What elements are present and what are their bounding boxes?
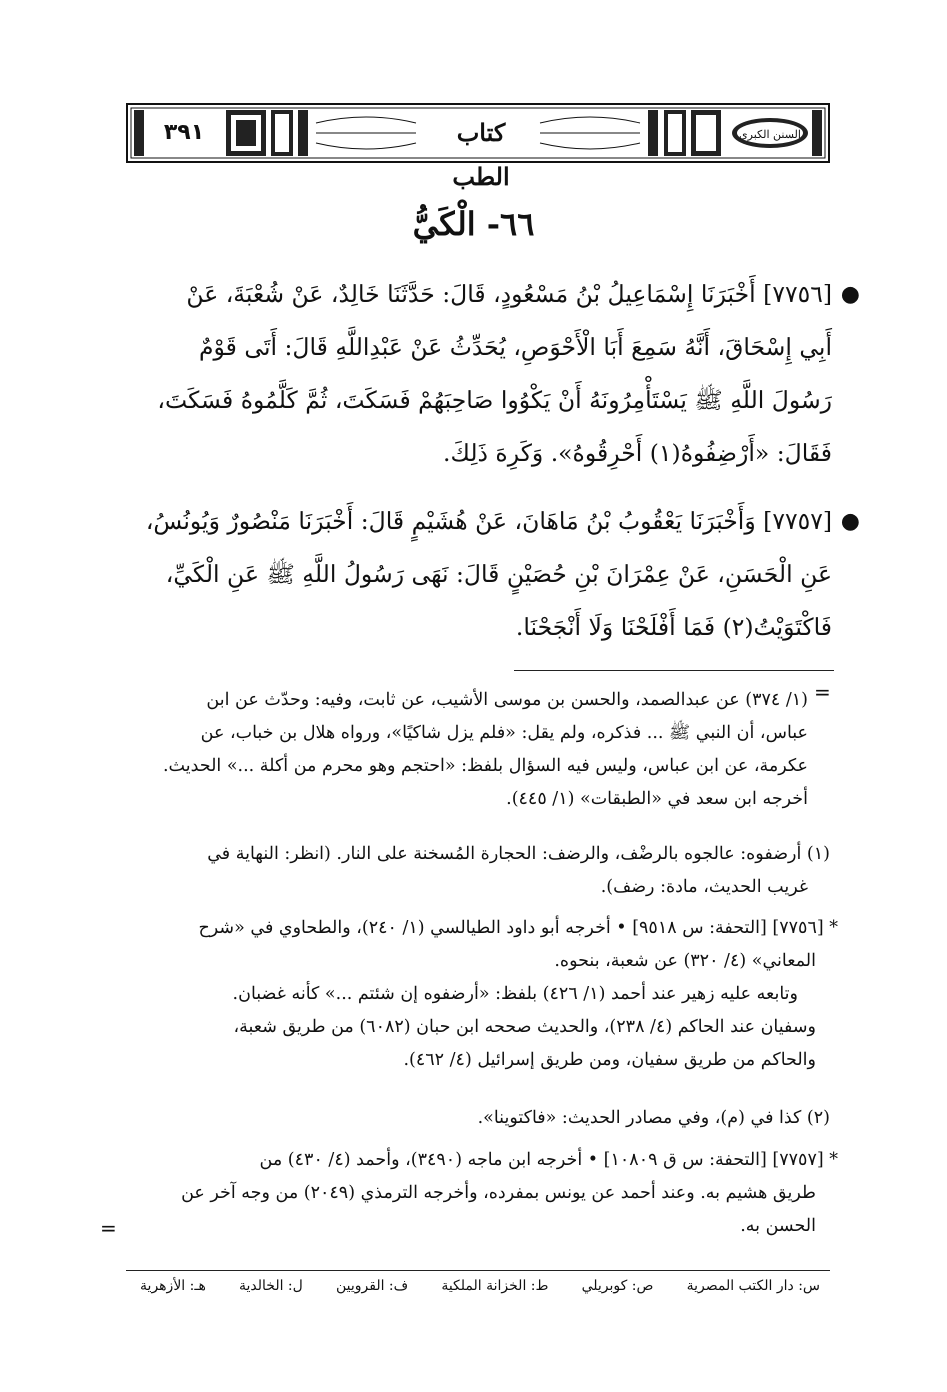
siglum: هـ: الأزهرية — [140, 1278, 206, 1294]
hadith-line: رَسُولَ اللَّهِ ﷺ يَسْتَأْمِرُونَهُ أَنْ يَكْوُوا صَاحِبَهُمْ فَسَكَتَ، ثُمَّ كَلَّمُوهُ فَسَكَتَ، — [157, 386, 832, 414]
footnote-line: عباس، أن النبي ﷺ ... فذكره، ولم يقل: «فلم يزل شاكيًا»، ورواه هلال بن خباب، عن — [200, 723, 808, 743]
hadith-line: فَقَالَ: «أَرْضِفُوهُ(١) أَحْرِقُوهُ». وَكَرِهَ ذَلِكَ. — [443, 439, 832, 467]
page-number: ٣٩١ — [163, 120, 205, 145]
seal-text: السنن الكبرى — [739, 128, 801, 141]
sigla-divider — [126, 1270, 830, 1271]
continuation-mark: = — [814, 680, 831, 704]
hadith-line: [٧٧٥٦] أَخْبَرَنَا إِسْمَاعِيلُ بْنُ مَسْعُودٍ، قَالَ: حَدَّثَنَا خَالِدٌ، عَنْ شُعْبَةَ، عَنْ — [186, 280, 832, 308]
bullet-icon: ● — [840, 509, 860, 534]
footnote-1 — [126, 838, 830, 904]
footnote-line: * [٧٧٥٧] [التحفة: س ق ١٠٨٠٩] • أخرجه ابن ماجه (٣٤٩٠)، وأحمد (٤/ ٤٣٠) من — [259, 1150, 838, 1170]
siglum: ط: الخزانة الملكية — [441, 1278, 549, 1294]
siglum: س: دار الكتب المصرية — [686, 1278, 820, 1294]
book-title: كتاب الطب — [452, 118, 510, 191]
footnote-line: طريق هشيم به. وعند أحمد عن يونس بمفرده، وأخرجه الترمذي (٢٠٤٩) من وجه آخر عن — [181, 1183, 816, 1203]
hadith-line: [٧٧٥٧] وَأَخْبَرَنَا يَعْقُوبُ بْنُ مَاهَانَ، عَنْ هُشَيْمٍ قَالَ: أَخْبَرَنَا مَنْصُورٌ وَيُونُسُ، — [145, 507, 832, 535]
hadith-line: أَبِي إِسْحَاقَ، أَنَّهُ سَمِعَ أَبَا الْأَحْوَصِ، يُحَدِّثُ عَنْ عَبْدِاللَّهِ قَالَ: أَتَى قَوْمٌ — [198, 333, 832, 361]
manuscript-sigla — [140, 1274, 820, 1298]
hadith-line: فَاكْتَوَيْتُ(٢) فَمَا أَفْلَحْنَا وَلَا أَنْجَحْنَا. — [515, 613, 832, 641]
footnote-line: عكرمة، عن ابن عباس، وليس فيه السؤال بلفظ: «احتجم وهو محرم من أكلة ...» الحديث. — [162, 756, 808, 776]
footnote-line: وتابعه عليه زهير عند أحمد (١/ ٤٢٦) بلفظ: «أرضفوه إن شئتم ...» كأنه غضبان. — [232, 984, 798, 1004]
footnote-line: الحسن به. — [740, 1216, 816, 1236]
footnote-line: المعاني» (٤/ ٣٢٠) عن شعبة، بنحوه. — [554, 951, 816, 971]
takhrij-7756 — [126, 912, 838, 1077]
takhrij-7757 — [126, 1144, 838, 1243]
chapter-title: ٦٦- الْكَيُّ — [412, 205, 535, 243]
siglum: ل: الخالدية — [239, 1278, 303, 1294]
hadith-7756 — [118, 268, 860, 480]
footnote-line: وسفيان عند الحاكم (٤/ ٢٣٨)، والحديث صححه ابن حبان (٦٠٨٢) من طريق شعبة، — [233, 1017, 816, 1037]
footnote-line: (١/ ٣٧٤) عن عبدالصمد، والحسن بن موسى الأشيب، عن ثابت، وفيه: وحدّث عن ابن — [206, 690, 808, 710]
footnote-line: والحاكم من طريق سفيان، ومن طريق إسرائيل (٤/ ٤٦٢). — [403, 1050, 816, 1070]
hadith-7757 — [118, 495, 860, 654]
page-header — [126, 103, 830, 191]
book-seal-logo — [730, 117, 810, 149]
footnote-continued — [126, 684, 808, 816]
footnote-line: (٢) كذا في (م)، وفي مصادر الحديث: «فاكتوينا». — [477, 1108, 830, 1128]
siglum: ف: القرويين — [335, 1278, 409, 1294]
bullet-icon: ● — [840, 282, 860, 307]
footnote-line: * [٧٧٥٦] [التحفة: س ٩٥١٨] • أخرجه أبو داود الطيالسي (١/ ٢٤٠)، والطحاوي في «شرح — [198, 918, 838, 938]
text-footnote-divider — [514, 670, 834, 671]
footnote-line: غريب الحديث، مادة: رضف). — [600, 877, 808, 897]
footnote-line: أخرجه ابن سعد في «الطبقات» (١/ ٤٤٥). — [506, 789, 808, 809]
siglum: ص: كوبريلي — [581, 1278, 654, 1294]
footnote-line: (١) أرضفوه: عالجوه بالرضْف، والرضف: الحجارة المُسخنة على النار. (انظر: النهاية في — [207, 844, 830, 864]
footnote-2 — [126, 1102, 830, 1135]
continuation-mark-end: = — [100, 1216, 117, 1240]
hadith-line: عَنِ الْحَسَنِ، عَنْ عِمْرَانَ بْنِ حُصَيْنٍ قَالَ: نَهَى رَسُولُ اللَّهِ ﷺ عَنِ الْكَيِّ، — [165, 560, 832, 588]
